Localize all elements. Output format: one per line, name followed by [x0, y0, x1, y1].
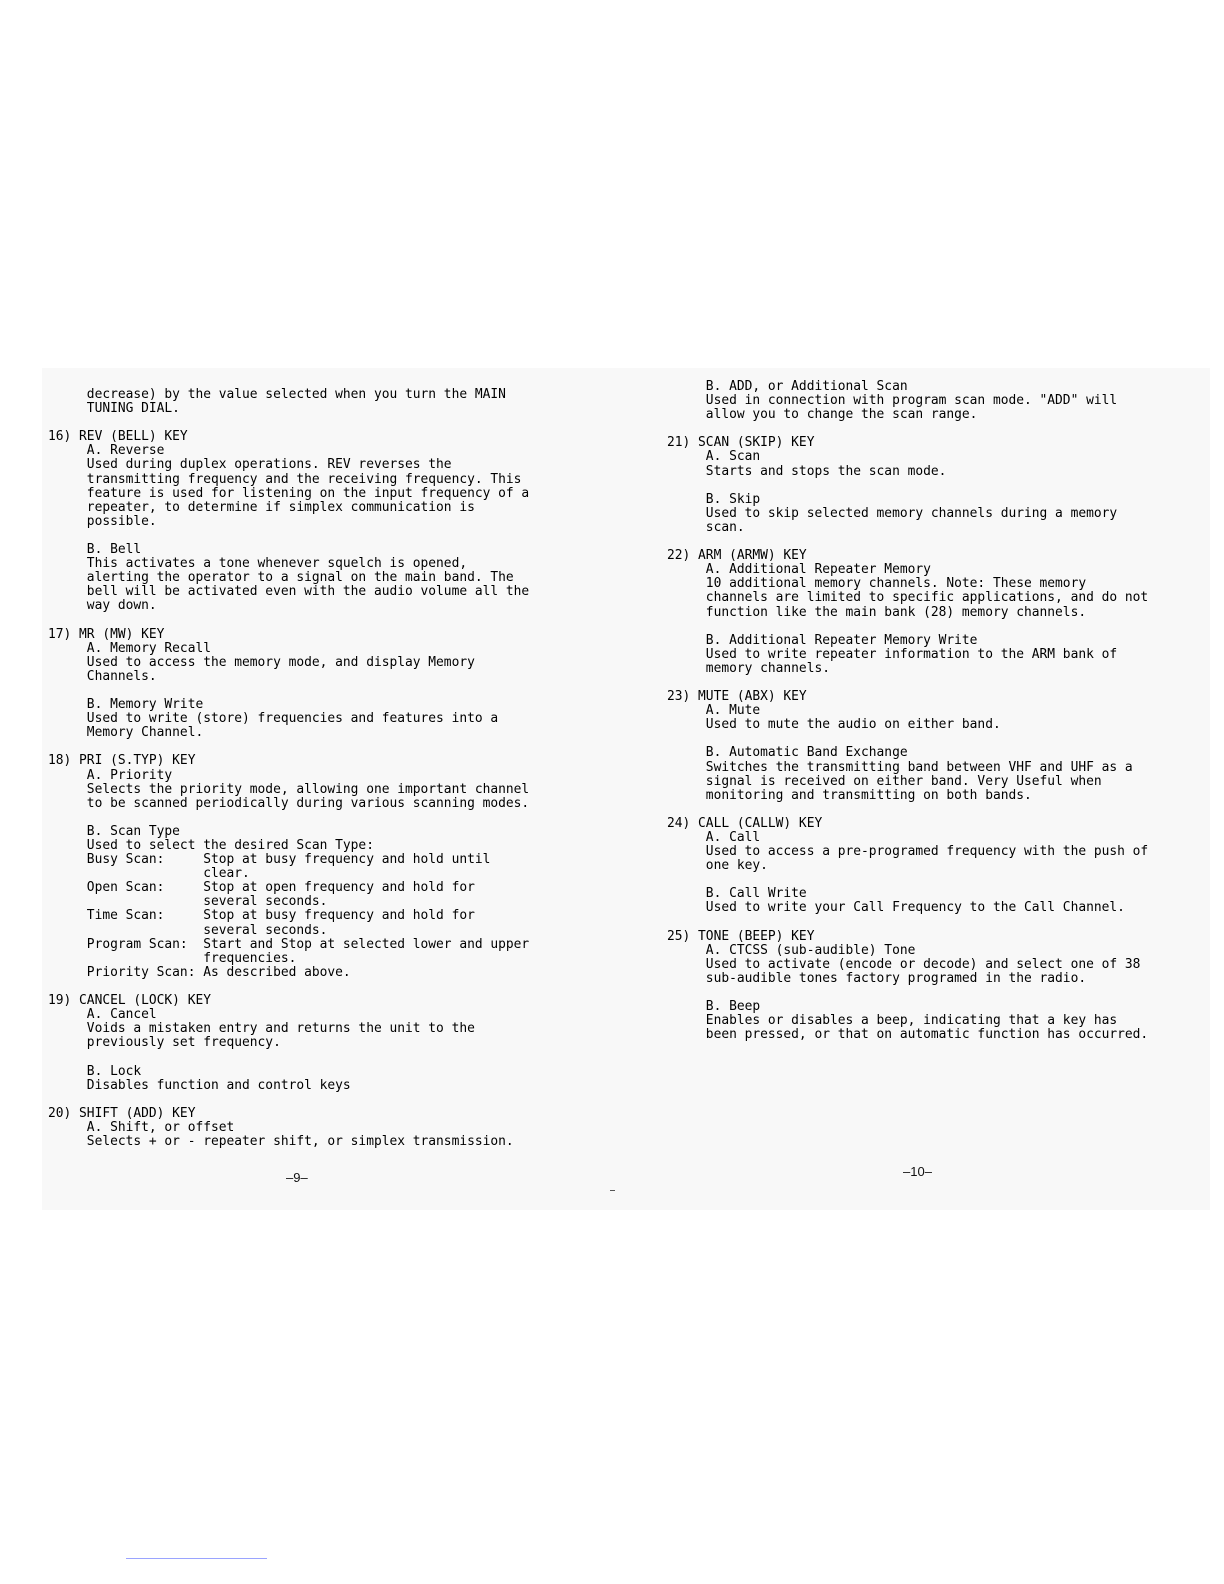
- text-line: to be scanned periodically during various scanning modes.: [48, 795, 530, 811]
- text-line: Switches the transmitting band between VHF and UHF as a: [667, 759, 1133, 775]
- text-line: B. Additional Repeater Memory Write: [667, 632, 978, 648]
- text-line: Used to mute the audio on either band.: [667, 717, 1001, 733]
- text-line: Busy Scan: Stop at busy frequency and hold until: [48, 852, 491, 868]
- text-line: Used to access the memory mode, and display Memory: [48, 654, 475, 670]
- blank-line: [48, 529, 529, 543]
- blank-line: [48, 811, 529, 825]
- text-line: Selects the priority mode, allowing one important channel: [48, 781, 530, 797]
- text-line: channels are limited to specific applications, and do not: [667, 590, 1149, 606]
- text-line: B. Automatic Band Exchange: [667, 745, 908, 761]
- text-line: monitoring and transmitting on both bands.: [667, 787, 1032, 803]
- blank-line: [48, 416, 529, 430]
- blank-line: [48, 980, 529, 994]
- text-line: A. Call: [667, 830, 761, 845]
- text-line: A. Cancel: [48, 1007, 157, 1023]
- text-line: A. Reverse: [48, 443, 165, 459]
- text-line: function like the main bank (28) memory channels.: [667, 604, 1087, 620]
- text-line: Used to write (store) frequencies and features into a: [48, 711, 499, 727]
- blank-line: [48, 614, 529, 628]
- blank-line: [667, 873, 1148, 887]
- text-line: Used during duplex operations. REV reverses the: [48, 457, 452, 473]
- text-line: Time Scan: Stop at busy frequency and hold for: [48, 908, 475, 924]
- text-line: Used to activate (encode or decode) and select one of 38: [667, 956, 1141, 972]
- text-line: A. Shift, or offset: [48, 1119, 235, 1135]
- text-line: Voids a mistaken entry and returns the unit to the: [48, 1021, 475, 1037]
- text-line: Disables function and control keys: [48, 1077, 351, 1093]
- text-line: 19) CANCEL (LOCK) KEY: [48, 993, 211, 1009]
- text-line: Enables or disables a beep, indicating that a key has: [667, 1013, 1118, 1029]
- blank-line: [667, 535, 1148, 549]
- blank-line: [48, 740, 529, 754]
- text-line: A. Memory Recall: [48, 640, 211, 656]
- text-line: Channels.: [48, 668, 157, 684]
- text-line: 17) MR (MW) KEY: [48, 626, 165, 642]
- text-line: scan.: [667, 519, 745, 535]
- left-page-text: [48, 388, 529, 1149]
- text-line: one key.: [667, 858, 768, 874]
- text-line: Starts and stops the scan mode.: [667, 463, 947, 479]
- text-line: several seconds.: [48, 922, 328, 938]
- text-line: sub-audible tones factory programed in the radio.: [667, 970, 1087, 986]
- text-line: possible.: [48, 513, 157, 529]
- blank-line: [48, 1050, 529, 1064]
- blank-line: [667, 676, 1148, 690]
- text-line: previously set frequency.: [48, 1035, 281, 1051]
- text-line: Program Scan: Start and Stop at selected lower and upper: [48, 936, 530, 952]
- blank-line: [667, 916, 1148, 930]
- text-line: been pressed, or that on automatic function has occurred.: [667, 1027, 1149, 1043]
- text-line: TUNING DIAL.: [48, 401, 180, 417]
- text-line: frequencies.: [48, 950, 297, 966]
- text-line: B. Scan Type: [48, 823, 180, 839]
- text-line: Used in connection with program scan mode. "ADD" will: [667, 393, 1118, 409]
- center-fold-mark: [610, 1190, 615, 1191]
- blank-line: [667, 620, 1148, 634]
- text-line: B. Skip: [667, 491, 761, 507]
- text-line: Used to select the desired Scan Type:: [48, 838, 374, 853]
- text-line: B. Lock: [48, 1063, 142, 1079]
- footer-rule: [126, 1558, 267, 1559]
- text-line: alerting the operator to a signal on the main band. The: [48, 570, 514, 586]
- blank-line: [667, 422, 1148, 436]
- text-line: Used to skip selected memory channels during a memory: [667, 505, 1118, 521]
- text-line: feature is used for listening on the input frequency of a: [48, 485, 530, 501]
- right-page-text: [667, 380, 1148, 1042]
- text-line: decrease) by the value selected when you turn the MAIN: [48, 387, 506, 402]
- text-line: 10 additional memory channels. Note: These memory: [667, 576, 1087, 592]
- text-line: 25) TONE (BEEP) KEY: [667, 928, 815, 944]
- text-line: bell will be activated even with the audio volume all the: [48, 584, 530, 600]
- text-line: allow you to change the scan range.: [667, 407, 978, 423]
- text-line: 21) SCAN (SKIP) KEY: [667, 435, 815, 451]
- text-line: clear.: [48, 866, 250, 882]
- text-line: B. Memory Write: [48, 697, 204, 713]
- page-number-right: –10–: [903, 1164, 932, 1179]
- text-line: way down.: [48, 598, 157, 614]
- text-line: This activates a tone whenever squelch is opened,: [48, 556, 468, 572]
- text-line: A. Priority: [48, 767, 173, 783]
- text-line: 16) REV (BELL) KEY: [48, 429, 188, 445]
- text-line: Memory Channel.: [48, 725, 204, 741]
- blank-line: [667, 803, 1148, 817]
- text-line: Used to access a pre-programed frequency with the push of: [667, 844, 1149, 860]
- blank-line: [667, 732, 1148, 746]
- page-number-left: –9–: [286, 1170, 308, 1185]
- text-line: transmitting frequency and the receiving frequency. This: [48, 471, 522, 487]
- text-line: Open Scan: Stop at open frequency and hold for: [48, 880, 475, 896]
- text-line: Used to write repeater information to the ARM bank of: [667, 646, 1118, 662]
- text-line: 20) SHIFT (ADD) KEY: [48, 1105, 196, 1121]
- text-line: 24) CALL (CALLW) KEY: [667, 815, 823, 831]
- text-line: B. Call Write: [667, 886, 807, 902]
- text-line: Priority Scan: As described above.: [48, 964, 351, 980]
- text-line: 22) ARM (ARMW) KEY: [667, 548, 807, 564]
- text-line: Selects + or - repeater shift, or simplex transmission.: [48, 1133, 514, 1149]
- text-line: B. Beep: [667, 999, 761, 1015]
- blank-line: [48, 1093, 529, 1107]
- text-line: memory channels.: [667, 660, 830, 676]
- blank-line: [667, 479, 1148, 493]
- text-line: A. Additional Repeater Memory: [667, 562, 931, 578]
- text-line: B. ADD, or Additional Scan: [667, 379, 908, 394]
- text-line: A. Mute: [667, 703, 761, 719]
- text-line: 23) MUTE (ABX) KEY: [667, 689, 807, 705]
- blank-line: [667, 986, 1148, 1000]
- text-line: several seconds.: [48, 894, 328, 910]
- text-line: signal is received on either band. Very Useful when: [667, 773, 1102, 789]
- text-line: A. CTCSS (sub-audible) Tone: [667, 942, 916, 958]
- text-line: repeater, to determine if simplex communication is: [48, 499, 475, 515]
- text-line: A. Scan: [667, 449, 761, 465]
- blank-line: [48, 684, 529, 698]
- text-line: B. Bell: [48, 542, 142, 558]
- text-line: 18) PRI (S.TYP) KEY: [48, 753, 196, 769]
- text-line: Used to write your Call Frequency to the Call Channel.: [667, 900, 1125, 916]
